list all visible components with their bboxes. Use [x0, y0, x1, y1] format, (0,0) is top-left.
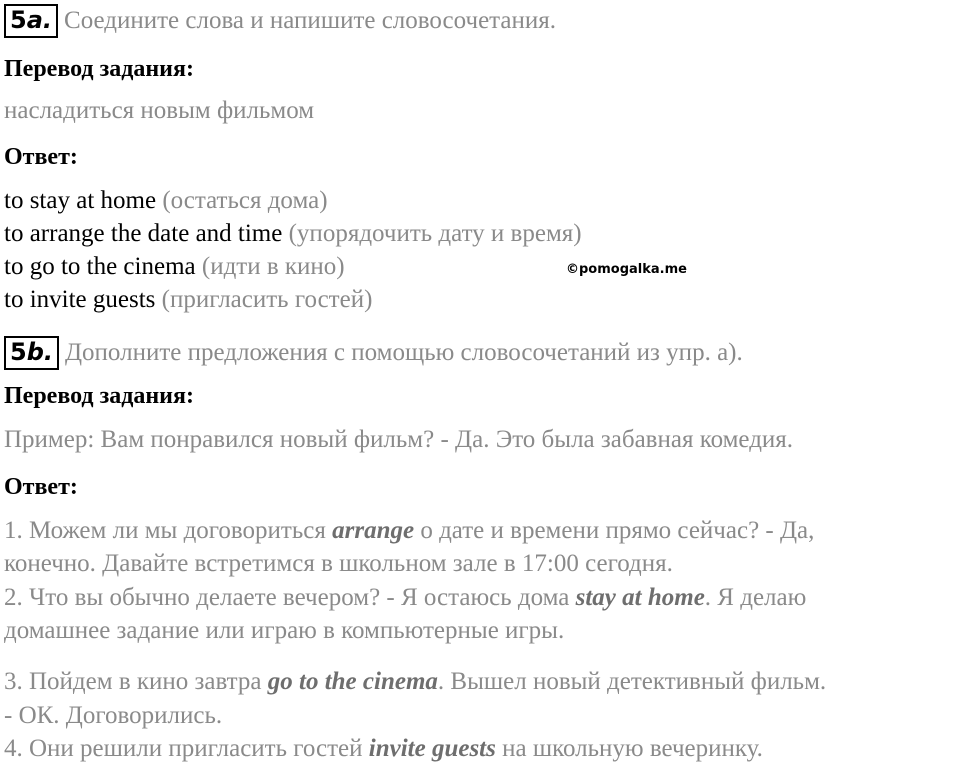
watermark: ©pomogalka.me: [566, 262, 687, 277]
answer-english: to arrange the date and time: [4, 220, 283, 247]
task-5b-answer-line-5: 3. Пойдем в кино завтра go to the cinema. Вышел новый детективный фильм.: [4, 668, 827, 695]
task-5a-answer-4: [4, 286, 372, 314]
answer-russian: (упорядочить дату и время): [288, 220, 582, 247]
task-5a-header: [4, 4, 556, 38]
task-5b-answer-line-7: 4. Они решили пригласить гостей invite guests на школьную вечеринку.: [4, 735, 763, 762]
answer-english: to stay at home: [4, 187, 157, 214]
task-5b-answer-line-6: - ОК. Договорились.: [4, 702, 223, 729]
task-5a-answer-3: [4, 253, 345, 281]
task-5b-translation-heading: Перевод задания:: [4, 383, 194, 409]
task-5b-answer-heading: Ответ:: [4, 474, 78, 500]
task-5a-answer-heading: Ответ:: [4, 144, 78, 170]
task-5b-header: [4, 336, 743, 370]
task-5a-badge: 5a.: [4, 4, 58, 38]
answer-russian: (остаться дома): [162, 187, 328, 214]
answer-phrase: invite guests: [368, 735, 496, 762]
answer-english: to invite guests: [4, 286, 156, 313]
answer-english: to go to the cinema: [4, 253, 196, 280]
task-5b-answer-line-2: конечно. Давайте встретимся в школьном зале в 17:00 сегодня.: [4, 550, 673, 577]
answer-phrase: stay at home: [575, 584, 705, 611]
answer-phrase: go to the cinema: [267, 668, 438, 695]
task-5a-answer-1: [4, 187, 328, 215]
task-5a-translation: насладиться новым фильмом: [4, 97, 315, 124]
task-5a-instruction: Соедините слова и напишите словосочетания.: [64, 7, 556, 34]
task-5b-instruction: Дополните предложения с помощью словосочетаний из упр. а).: [65, 339, 743, 366]
task-5b-answer-line-3: 2. Что вы обычно делаете вечером? - Я остаюсь дома stay at home. Я делаю: [4, 584, 807, 611]
task-5b-answer-line-4: домашнее задание или играю в компьютерные игры.: [4, 617, 565, 644]
answer-russian: (идти в кино): [201, 253, 345, 280]
task-5b-answer-line-1: 1. Можем ли мы договориться arrange о дате и времени прямо сейчас? - Да,: [4, 517, 815, 544]
answer-russian: (пригласить гостей): [161, 286, 373, 313]
answer-phrase: arrange: [332, 517, 415, 544]
task-5a-translation-heading: Перевод задания:: [4, 56, 194, 82]
task-5b-badge: 5b.: [4, 336, 59, 370]
task-5a-answer-2: [4, 220, 582, 248]
task-5b-translation: Пример: Вам понравился новый фильм? - Да. Это была забавная комедия.: [4, 426, 794, 453]
